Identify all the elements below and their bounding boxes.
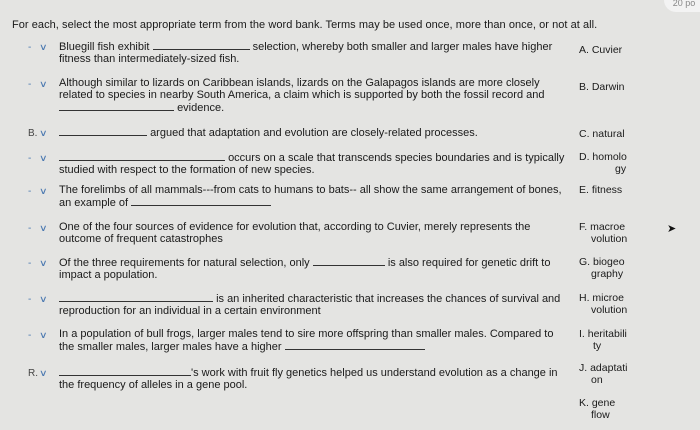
question-text: Although similar to lizards on Caribbean islands, lizards on the Galapagos islands are more closely	[59, 77, 540, 89]
answer-select-1[interactable]	[28, 40, 58, 54]
chevron-down-icon: ∨	[39, 78, 48, 89]
chevron-down-icon: ∨	[39, 41, 48, 52]
term-g: G. biogeo graphy	[579, 256, 625, 280]
term-e: E. fitness	[579, 184, 623, 196]
answer-blank	[153, 40, 250, 50]
answer-blank	[59, 101, 174, 111]
answer-select-10[interactable]	[28, 366, 58, 380]
question-text: is an inherited characteristic that increases the chances of survival and	[216, 293, 561, 305]
chevron-down-icon: ∨	[39, 185, 48, 196]
answer-select-8[interactable]: - ∨	[28, 293, 48, 305]
chevron-down-icon: ∨	[39, 293, 48, 304]
chevron-down-icon: ∨	[39, 222, 48, 233]
answer-select-9[interactable]: - ∨	[28, 329, 48, 341]
question-text: related to species in nearby South America, a claim which is supported by both the fossil record and	[59, 89, 545, 102]
points-badge: 20 po	[664, 0, 700, 12]
mouse-cursor-icon: ➤	[667, 223, 677, 235]
question-text: argued that adaptation and evolution are closely-related processes.	[150, 127, 478, 139]
question-text: evidence.	[177, 102, 225, 115]
answer-select-7[interactable]: - ∨	[28, 257, 48, 269]
answer-select-5[interactable]: - ∨	[28, 185, 48, 197]
answer-blank	[59, 292, 213, 302]
term-c: C. natural	[579, 128, 625, 140]
question-text: selection, whereby both smaller and larger males have higher	[252, 41, 553, 53]
question-text: In a population of bull frogs, larger males tend to sire more offspring than smaller males. Compared to	[59, 328, 554, 340]
term-j: J. adaptati on	[579, 362, 628, 386]
term-d: D. homolo gy	[579, 151, 627, 175]
question-text: reproduction for an individual in a certain environment	[59, 305, 321, 318]
answer-select-6[interactable]: - ∨	[28, 222, 48, 234]
answer-blank	[59, 366, 191, 376]
answer-blank	[313, 256, 385, 266]
question-text: impact a population.	[59, 269, 158, 282]
question-text: fitness than intermediately-sized fish.	[59, 53, 240, 66]
question-text: One of the four sources of evidence for evolution that, according to Cuvier, merely represents the	[59, 221, 531, 233]
term-k: K. gene flow	[579, 397, 616, 421]
answer-blank	[59, 151, 225, 161]
question-text: Bluegill fish exhibit	[59, 41, 150, 53]
question-text: occurs on a scale that transcends species boundaries and is typically	[228, 152, 565, 164]
chevron-down-icon: ∨	[39, 257, 48, 268]
selected-letter: R.	[28, 367, 38, 379]
term-h: H. microe volution	[579, 292, 628, 316]
chevron-down-icon: ∨	[39, 329, 48, 340]
question-text: studied with respect to the formation of new species.	[59, 164, 315, 177]
question-text: outcome of frequent catastrophes	[59, 233, 223, 246]
chevron-down-icon: ∨	[39, 367, 48, 378]
chevron-down-icon: ∨	[39, 152, 48, 163]
question-text: the smaller males, larger males have a higher	[59, 341, 282, 354]
term-b: B. Darwin	[579, 81, 625, 93]
answer-select-3[interactable]	[28, 126, 58, 140]
instructions: For each, select the most appropriate term from the word bank. Terms may be used once, more than once, or not at all.	[12, 19, 598, 31]
answer-blank	[59, 126, 147, 136]
answer-select-4[interactable]: - ∨	[28, 152, 48, 164]
question-text: Of the three requirements for natural selection, only	[59, 257, 310, 269]
answer-blank	[285, 340, 425, 350]
answer-blank	[131, 196, 271, 206]
empty-dash-icon: -	[28, 41, 32, 53]
question-text: is also required for genetic drift to	[387, 257, 551, 269]
question-text: The forelimbs of all mammals---from cats to humans to bats-- all show the same arrangement of bones,	[59, 184, 562, 196]
chevron-down-icon: ∨	[39, 127, 48, 138]
term-a: A. Cuvier	[579, 44, 623, 56]
question-text: the frequency of alleles in a gene pool.	[59, 379, 248, 392]
term-f: F. macroe volution	[579, 221, 628, 245]
selected-letter: B.	[28, 127, 38, 139]
answer-select-2[interactable]: - ∨	[28, 78, 48, 90]
question-text: an example of	[59, 197, 129, 210]
term-i: I. heritabili ty	[579, 328, 627, 352]
question-text: 's work with fruit fly genetics helped us understand evolution as a change in	[191, 367, 558, 379]
